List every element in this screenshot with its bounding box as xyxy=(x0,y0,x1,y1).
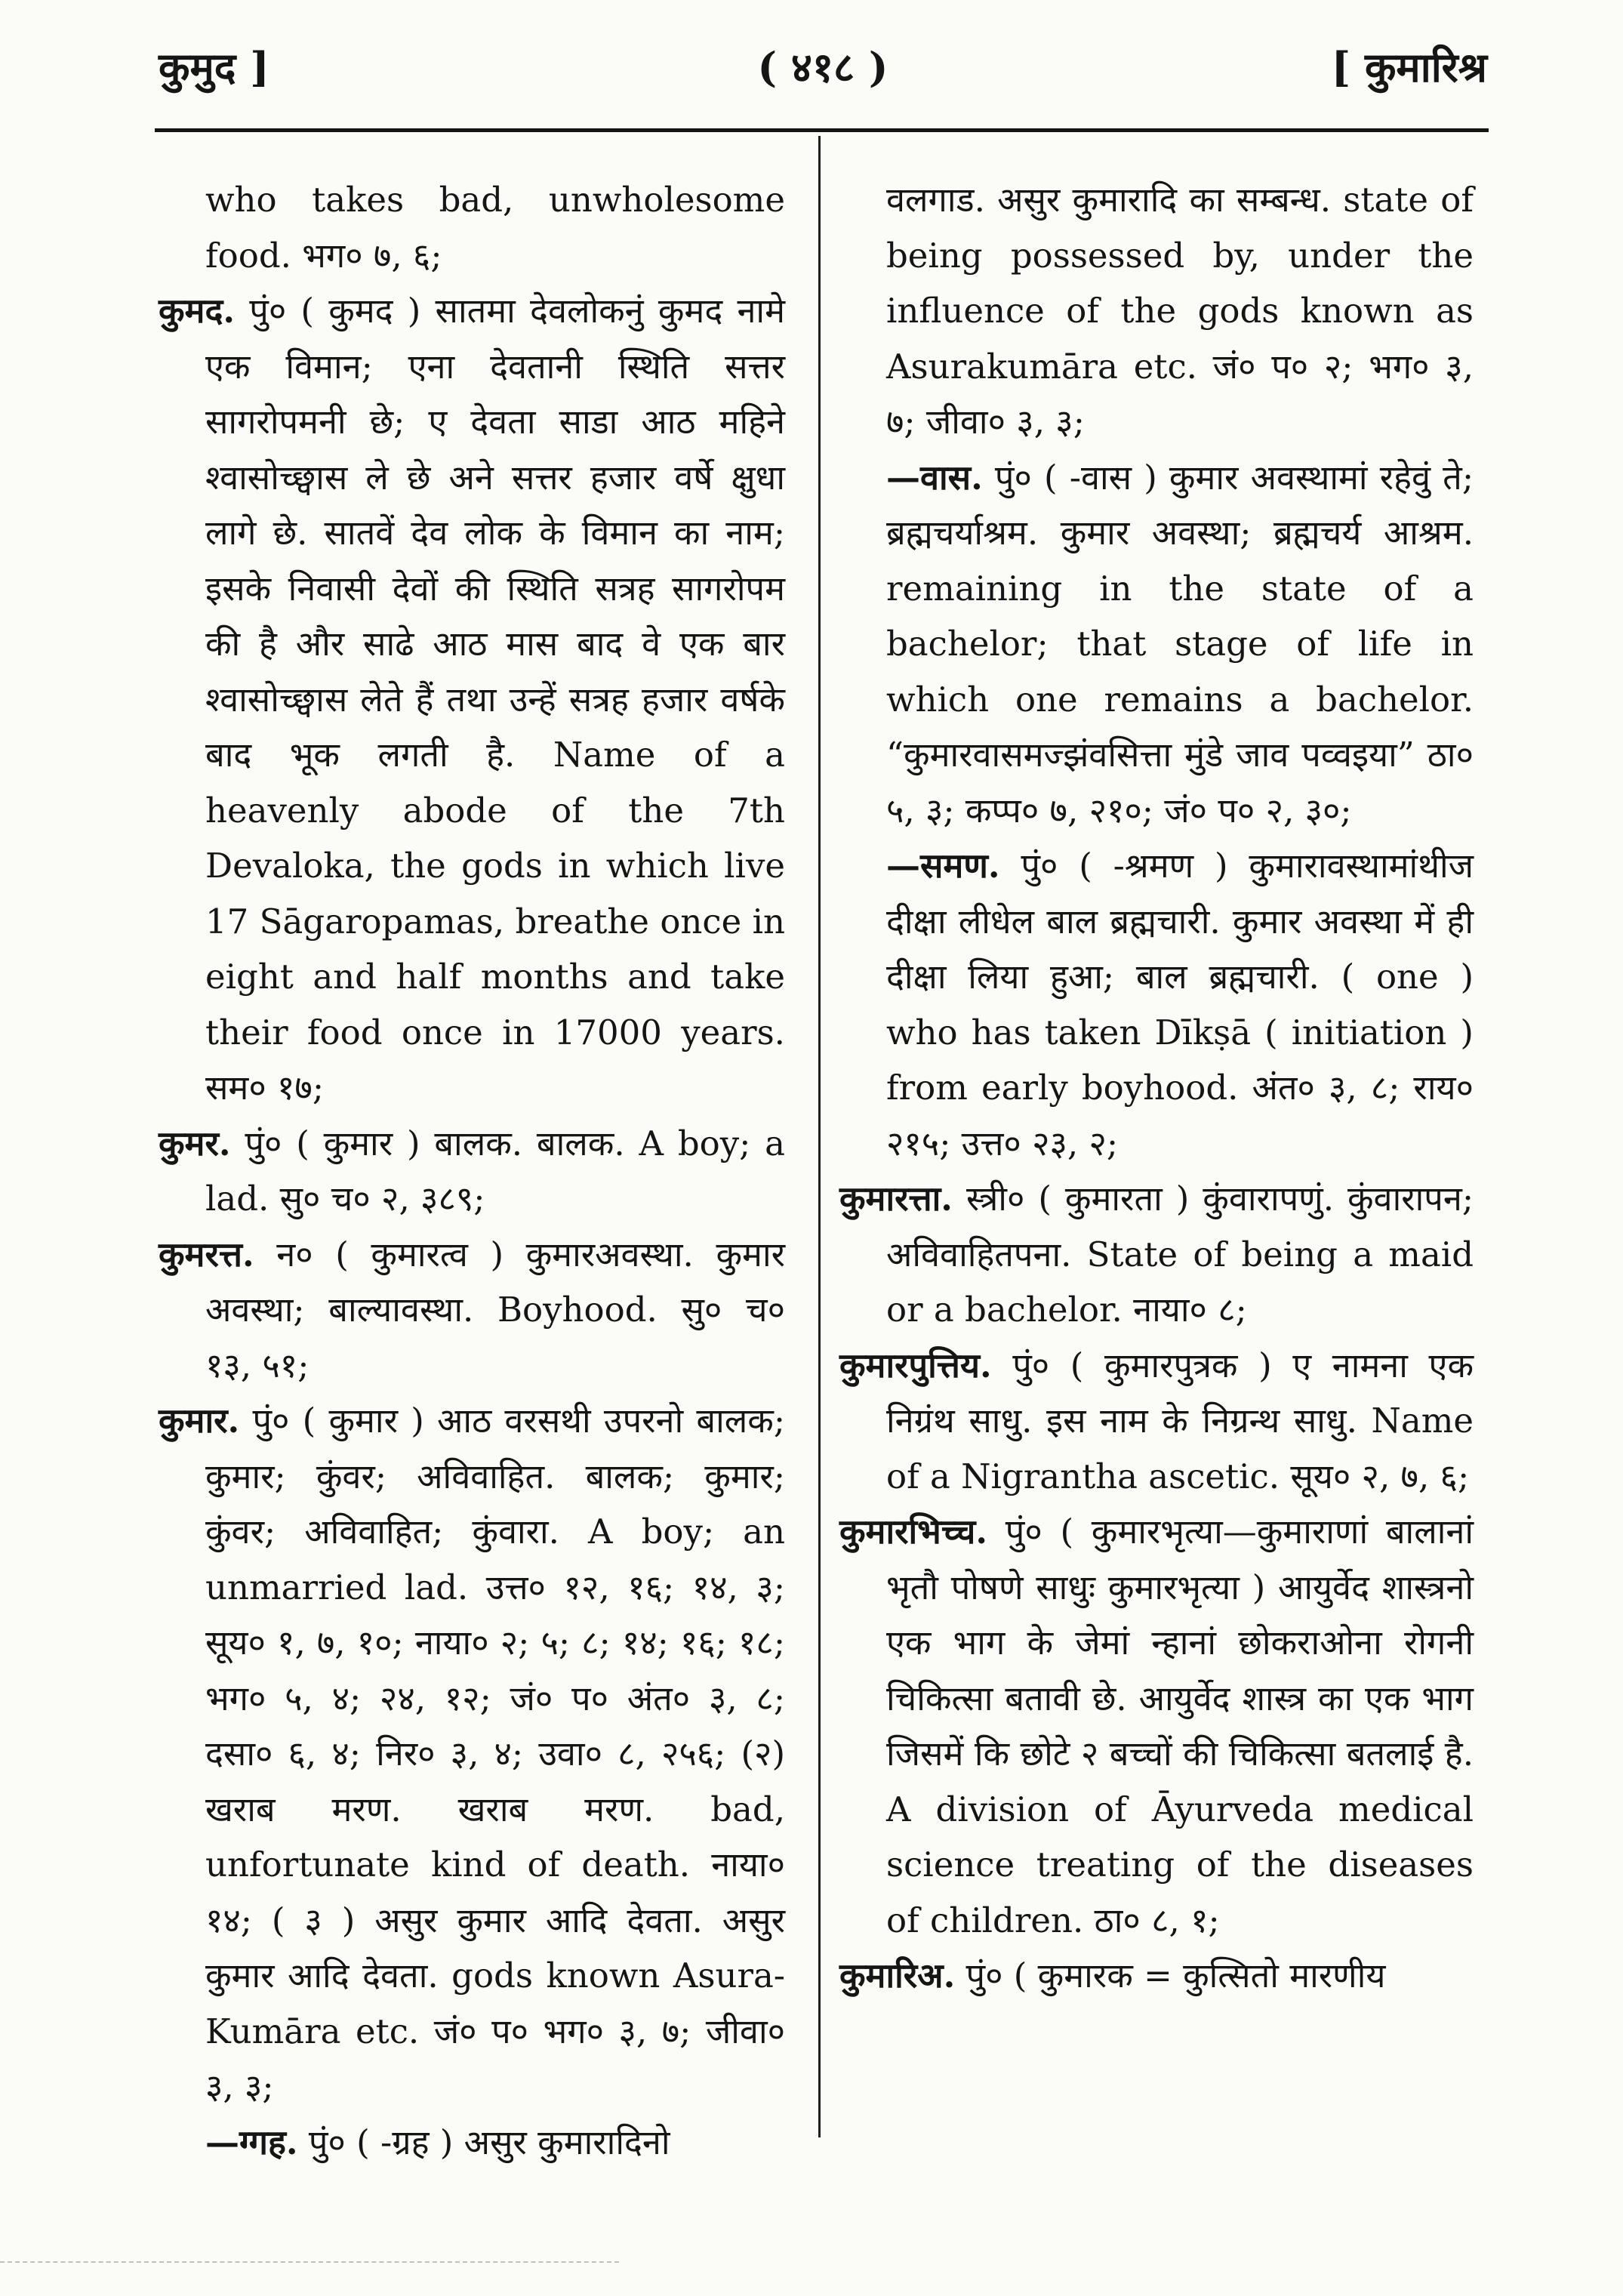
dictionary-entry xyxy=(159,1227,785,1394)
header-right-guide-word: [ कुमारिश्र xyxy=(1331,43,1487,91)
dictionary-entry xyxy=(159,1116,785,1227)
entry-headword: —वास. xyxy=(886,457,983,498)
entry-text: पुं० ( कुमार ) बालक. बालक. A boy; a lad. सु० च० २, ३८९; xyxy=(205,1123,785,1219)
entry-text: who takes bad, unwholesome food. भग० ७, ६; xyxy=(205,180,785,276)
entry-text: पुं० ( -वास ) कुमार अवस्थामां रहेवुं ते; ब्रह्मचर्याश्रम. कुमार अवस्था; ब्रह्मचर्य आश्रम. remaining in the state of a bachelor; that stage of life in which one remains a bachelor. “कुमारवासमज्झंवसित्ता मुंडे जाव पव्वइया” ठा० ५, ३; कप्प० ७, २१०; जं० प० २, ३०; xyxy=(886,457,1474,831)
dictionary-entry xyxy=(839,1338,1474,1505)
right-column xyxy=(839,172,1474,2004)
entry-continuation xyxy=(839,450,1474,839)
column-divider xyxy=(818,136,821,2137)
entry-continuation xyxy=(159,2115,785,2171)
entry-headword: कुमारभिच्च. xyxy=(839,1512,988,1552)
entry-headword: कुमद. xyxy=(159,291,236,331)
entry-headword: कुमारपुत्तिय. xyxy=(839,1345,992,1385)
entry-text: न० ( कुमारत्व ) कुमारअवस्था. कुमार अवस्था; बाल्यावस्था. Boyhood. सु० च० १३, ५१; xyxy=(205,1234,785,1385)
entry-headword: कुमार. xyxy=(159,1401,240,1441)
entry-headword: कुमारत्ता. xyxy=(839,1179,953,1219)
entry-headword: —ग्गह. xyxy=(205,2122,298,2162)
entry-continuation xyxy=(839,838,1474,1171)
header-left-guide-word: कुमुद ] xyxy=(159,43,269,91)
page-number: ( ४१८ ) xyxy=(757,43,888,91)
entry-text: पुं० ( कुमद ) सातमा देवलोकनुं कुमद नामे एक विमान; एना देवतानी स्थिति सत्तर सागरोपमनी छे; ए देवता साडा आठ महिने श्वासोच्छ्वास ले छे अने सत्तर हजार वर्षे क्षुधा लागे छे. सातवें देव लोक के विमान का नाम; इसके निवासी देवों की स्थिति सत्रह सागरोपम की है और साढे आठ मास बाद वे एक बार श्वासोच्छ्वास लेते हैं तथा उन्हें सत्रह हजार वर्षके बाद भूक लगती है. Name of a heavenly abode of the 7th Devaloka, the gods in which live 17 Sāgaropamas, breathe once in eight and half months and take their food once in 17000 years. सम० १७; xyxy=(205,291,785,1108)
entry-headword: कुमरत्त. xyxy=(159,1234,254,1274)
entry-headword: कुमारिअ. xyxy=(839,1955,956,1996)
entry-text: पुं० ( -श्रमण ) कुमारावस्थामांथीज दीक्षा लीधेल बाल ब्रह्मचारी. कुमार अवस्था में ही दीक्षा लिया हुआ; बाल ब्रह्मचारी. ( one ) who has taken Dīkṣā ( initiation ) from early boyhood. अंत० ३, ८; राय० २१५; उत्त० २३, २; xyxy=(886,846,1474,1163)
dictionary-entry xyxy=(839,1948,1474,2004)
dictionary-entry xyxy=(839,1171,1474,1338)
entry-text: पुं० ( कुमारक = कुत्सितो मारणीय xyxy=(965,1955,1386,1996)
entry-headword: कुमर. xyxy=(159,1123,231,1163)
left-column xyxy=(159,172,785,2170)
entry-text: वलगाड. असुर कुमारादि का सम्बन्ध. state of being possessed by, under the influence of the gods known as Asurakumāra etc. जं० प० २; भग० ३, ७; जीवा० ३, ३; xyxy=(886,180,1474,442)
dictionary-entry xyxy=(159,283,785,1116)
dictionary-entry xyxy=(839,1504,1474,1948)
dictionary-entry xyxy=(159,1393,785,2115)
entry-text: पुं० ( -ग्रह ) असुर कुमारादिनो xyxy=(308,2122,670,2162)
entry-continuation xyxy=(159,172,785,283)
page-header xyxy=(159,38,1487,98)
entry-text: पुं० ( कुमार ) आठ वरसथी उपरनो बालक; कुमार; कुंवर; अविवाहित. बालक; कुमार; कुंवर; अविवाहित; कुंवारा. A boy; an unmarried lad. उत्त० १२, १६; १४, ३; सूय० १, ७, १०; नाया० २; ५; ८; १४; १६; १८; भग० ५, ४; २४, १२; जं० प० अंत० ३, ८; दसा० ६, ४; निर० ३, ४; उवा० ८, २५६; (२) खराब मरण. खराब मरण. bad, unfortunate kind of death. नाया० १४; ( ३ ) असुर कुमार आदि देवता. असुर कुमार आदि देवता. gods known Asura-Kumāra etc. जं० प० भग० ३, ७; जीवा० ३, ३; xyxy=(205,1401,785,2106)
entry-text: पुं० ( कुमारपुत्रक ) ए नामना एक निग्रंथ साधु. इस नाम के निग्रन्थ साधु. Name of a Nigrantha ascetic. सूय० २, ७, ६; xyxy=(886,1345,1474,1496)
scan-edge-mark xyxy=(0,2261,619,2263)
entry-text: पुं० ( कुमारभृत्या—कुमाराणां बालानां भृतौ पोषणे साधुः कुमारभृत्या ) आयुर्वेद शास्त्रनो एक भाग के जेमां न्हानां छोकराओना रोगनी चिकित्सा बतावी छे. आयुर्वेद शास्त्र का एक भाग जिसमें कि छोटे २ बच्चों की चिकित्सा बतलाई है. A division of Āyurveda medical science treating of the diseases of children. ठा० ८, १; xyxy=(886,1512,1474,1940)
entry-headword: —समण. xyxy=(886,846,1000,886)
header-rule xyxy=(155,128,1489,132)
entry-text: स्त्री० ( कुमारता ) कुंवारापणुं. कुंवारापन; अविवाहितपना. State of being a maid or a bachelor. नाया० ८; xyxy=(886,1179,1474,1330)
entry-continuation xyxy=(839,172,1474,450)
